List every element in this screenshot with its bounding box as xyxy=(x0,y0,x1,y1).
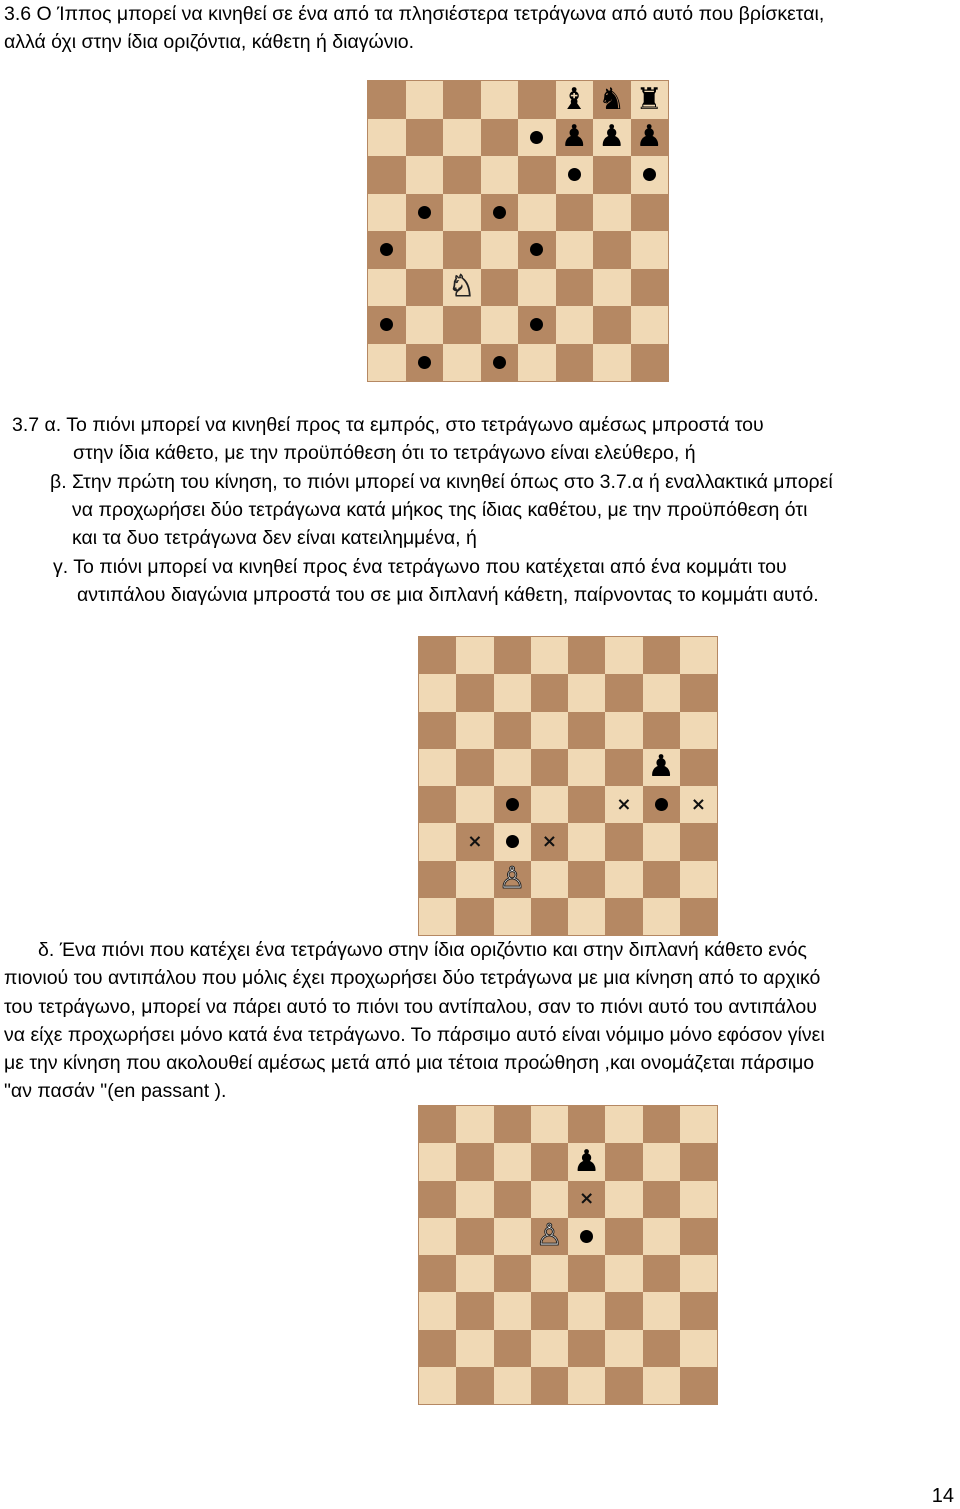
square-a8 xyxy=(419,637,456,674)
page-number: 14 xyxy=(931,1485,954,1507)
square-e6 xyxy=(568,712,605,749)
square-f3 xyxy=(605,823,642,860)
move-dot-icon xyxy=(418,206,431,219)
square-c4 xyxy=(443,231,481,269)
move-dot-icon xyxy=(530,131,543,144)
square-b1 xyxy=(456,898,493,935)
square-h4 xyxy=(680,786,717,823)
square-h4 xyxy=(680,1255,717,1292)
square-h2 xyxy=(631,306,669,344)
square-c7 xyxy=(443,119,481,157)
square-e8 xyxy=(568,1106,605,1143)
s37d-line-2: πιονιού του αντιπάλου που μόλις έχει προχωρήσει δύο τετράγωνα με μια κίνηση από το αρχικό xyxy=(4,967,821,989)
square-h3 xyxy=(631,269,669,307)
square-a2 xyxy=(368,306,406,344)
square-f4 xyxy=(605,1255,642,1292)
square-h2 xyxy=(680,1330,717,1367)
square-f7 xyxy=(605,1143,642,1180)
square-a2 xyxy=(419,861,456,898)
square-f1 xyxy=(556,344,594,382)
square-b7 xyxy=(406,119,444,157)
black-pawn-icon: ♟ xyxy=(647,749,675,785)
s37-line-4: να προχωρήσει δύο τετράγωνα κατά μήκος της ίδιας καθέτου, με την προϋπόθεση ότι xyxy=(72,499,808,521)
square-c5 xyxy=(443,194,481,232)
square-f1 xyxy=(605,898,642,935)
square-f2 xyxy=(605,861,642,898)
square-g1 xyxy=(593,344,631,382)
square-f7 xyxy=(556,119,594,157)
black-bishop-icon: ♝ xyxy=(560,81,588,117)
square-d5 xyxy=(531,749,568,786)
move-dot-icon xyxy=(493,356,506,369)
square-b4 xyxy=(406,231,444,269)
square-b4 xyxy=(456,1255,493,1292)
square-d6 xyxy=(531,1181,568,1218)
square-c1 xyxy=(443,344,481,382)
square-d2 xyxy=(531,861,568,898)
square-h5 xyxy=(631,194,669,232)
cross-mark-icon: × xyxy=(467,830,483,852)
square-d7 xyxy=(481,119,519,157)
square-e3 xyxy=(568,823,605,860)
square-f7 xyxy=(605,674,642,711)
move-dot-icon xyxy=(506,835,519,848)
square-g6 xyxy=(643,712,680,749)
square-g4 xyxy=(593,231,631,269)
square-e1 xyxy=(518,344,556,382)
square-b3 xyxy=(456,823,493,860)
square-e8 xyxy=(568,637,605,674)
square-g8 xyxy=(593,81,631,119)
square-a1 xyxy=(419,1367,456,1404)
square-h3 xyxy=(680,1292,717,1329)
square-h1 xyxy=(631,344,669,382)
square-a7 xyxy=(368,119,406,157)
move-dot-icon xyxy=(380,318,393,331)
square-d3 xyxy=(531,823,568,860)
square-h7 xyxy=(680,674,717,711)
square-g8 xyxy=(643,637,680,674)
square-h6 xyxy=(680,712,717,749)
square-h7 xyxy=(680,1143,717,1180)
square-c6 xyxy=(494,1181,531,1218)
square-c4 xyxy=(494,786,531,823)
move-dot-icon xyxy=(643,168,656,181)
square-g8 xyxy=(643,1106,680,1143)
square-f5 xyxy=(556,194,594,232)
square-g1 xyxy=(643,898,680,935)
square-c5 xyxy=(494,749,531,786)
move-dot-icon xyxy=(418,356,431,369)
square-h6 xyxy=(631,156,669,194)
cross-mark-icon: × xyxy=(579,1188,595,1210)
square-g3 xyxy=(643,823,680,860)
square-g2 xyxy=(593,306,631,344)
square-b3 xyxy=(456,1292,493,1329)
square-d8 xyxy=(531,1106,568,1143)
square-e6 xyxy=(518,156,556,194)
square-e6 xyxy=(568,1181,605,1218)
square-a3 xyxy=(419,1292,456,1329)
square-d3 xyxy=(481,269,519,307)
square-d2 xyxy=(531,1330,568,1367)
square-a4 xyxy=(419,786,456,823)
square-a5 xyxy=(419,1218,456,1255)
square-d6 xyxy=(531,712,568,749)
square-g6 xyxy=(593,156,631,194)
black-pawn-icon: ♟ xyxy=(598,119,626,155)
cross-mark-icon: × xyxy=(690,793,706,815)
square-e5 xyxy=(518,194,556,232)
cross-mark-icon: × xyxy=(541,830,557,852)
square-d4 xyxy=(531,1255,568,1292)
white-knight-icon: ♘ xyxy=(448,269,476,305)
square-b6 xyxy=(456,712,493,749)
square-a8 xyxy=(368,81,406,119)
square-a3 xyxy=(419,823,456,860)
square-a7 xyxy=(419,674,456,711)
square-g3 xyxy=(643,1292,680,1329)
square-c1 xyxy=(494,1367,531,1404)
square-c6 xyxy=(494,712,531,749)
move-dot-icon xyxy=(530,243,543,256)
square-a5 xyxy=(419,749,456,786)
square-b8 xyxy=(456,637,493,674)
cross-mark-icon: × xyxy=(616,793,632,815)
square-e7 xyxy=(568,1143,605,1180)
square-h8 xyxy=(680,637,717,674)
square-f2 xyxy=(605,1330,642,1367)
square-c8 xyxy=(443,81,481,119)
square-b5 xyxy=(406,194,444,232)
square-d5 xyxy=(531,1218,568,1255)
square-c1 xyxy=(494,898,531,935)
square-b6 xyxy=(456,1181,493,1218)
square-c5 xyxy=(494,1218,531,1255)
s36-line-2: αλλά όχι στην ίδια οριζόντια, κάθετη ή διαγώνιο. xyxy=(4,31,415,53)
square-c2 xyxy=(494,1330,531,1367)
s37d-line-4: να είχε προχωρήσει μόνο κατά ένα τετράγωνο. Το πάρσιμο αυτό είναι νόμιμο μόνο εφόσον γίνει xyxy=(4,1024,825,1046)
square-g1 xyxy=(643,1367,680,1404)
square-g2 xyxy=(643,1330,680,1367)
s37d-line-3: του τετράγωνο, μπορεί να πάρει αυτό το πιόνι του αντίπαλου, σαν το πιόνι αυτό του αντιπάλου xyxy=(4,996,817,1018)
s36-line-1: 3.6 Ο Ίππος μπορεί να κινηθεί σε ένα από τα πλησιέστερα τετράγωνα από αυτό που βρίσκεται, xyxy=(4,3,825,25)
square-b8 xyxy=(456,1106,493,1143)
square-h4 xyxy=(631,231,669,269)
square-d8 xyxy=(531,637,568,674)
square-f4 xyxy=(556,231,594,269)
square-g7 xyxy=(593,119,631,157)
chessboard-en-passant xyxy=(418,1105,718,1405)
square-a4 xyxy=(419,1255,456,1292)
square-f4 xyxy=(605,786,642,823)
square-f3 xyxy=(556,269,594,307)
square-f1 xyxy=(605,1367,642,1404)
square-g4 xyxy=(643,786,680,823)
square-d7 xyxy=(531,674,568,711)
square-g3 xyxy=(593,269,631,307)
square-g5 xyxy=(643,1218,680,1255)
square-g6 xyxy=(643,1181,680,1218)
square-a3 xyxy=(368,269,406,307)
square-b1 xyxy=(406,344,444,382)
square-c3 xyxy=(443,269,481,307)
square-e1 xyxy=(568,1367,605,1404)
square-c7 xyxy=(494,674,531,711)
square-b2 xyxy=(406,306,444,344)
square-h8 xyxy=(680,1106,717,1143)
square-a4 xyxy=(368,231,406,269)
square-e5 xyxy=(568,1218,605,1255)
square-h1 xyxy=(680,898,717,935)
square-c4 xyxy=(494,1255,531,1292)
square-h1 xyxy=(680,1367,717,1404)
square-g7 xyxy=(643,1143,680,1180)
s37-line-6: γ. Το πιόνι μπορεί να κινηθεί προς ένα τετράγωνο που κατέχεται από ένα κομμάτι του xyxy=(53,556,787,578)
square-f8 xyxy=(605,1106,642,1143)
square-g4 xyxy=(643,1255,680,1292)
square-e4 xyxy=(568,786,605,823)
square-d3 xyxy=(531,1292,568,1329)
white-pawn-icon: ♙ xyxy=(498,861,526,897)
chessboard-pawn-moves xyxy=(418,636,718,936)
square-h5 xyxy=(680,1218,717,1255)
square-h3 xyxy=(680,823,717,860)
square-b6 xyxy=(406,156,444,194)
square-a5 xyxy=(368,194,406,232)
square-h6 xyxy=(680,1181,717,1218)
move-dot-icon xyxy=(493,206,506,219)
black-rook-icon: ♜ xyxy=(635,81,663,117)
square-d7 xyxy=(531,1143,568,1180)
black-pawn-icon: ♟ xyxy=(573,1143,601,1179)
s37-line-7: αντιπάλου διαγώνια μπροστά του σε μια διπλανή κάθετη, παίρνοντας το κομμάτι αυτό. xyxy=(77,584,819,606)
square-b8 xyxy=(406,81,444,119)
square-d6 xyxy=(481,156,519,194)
square-d1 xyxy=(481,344,519,382)
s37-line-2: στην ίδια κάθετο, με την προϋπόθεση ότι το τετράγωνο είναι ελεύθερο, ή xyxy=(73,442,696,464)
square-b1 xyxy=(456,1367,493,1404)
square-e4 xyxy=(518,231,556,269)
square-a1 xyxy=(368,344,406,382)
square-g2 xyxy=(643,861,680,898)
square-a6 xyxy=(419,1181,456,1218)
square-f6 xyxy=(556,156,594,194)
square-g5 xyxy=(643,749,680,786)
square-e4 xyxy=(568,1255,605,1292)
square-e7 xyxy=(568,674,605,711)
s37d-line-5: με την κίνηση που ακολουθεί αμέσως μετά από μια τέτοια προώθηση ,και ονομάζεται πάρσιμο xyxy=(4,1052,815,1074)
square-f3 xyxy=(605,1292,642,1329)
square-c3 xyxy=(494,1292,531,1329)
square-d1 xyxy=(531,1367,568,1404)
square-a2 xyxy=(419,1330,456,1367)
square-b5 xyxy=(456,749,493,786)
chessboard-knight-moves xyxy=(367,80,669,382)
square-f5 xyxy=(605,749,642,786)
square-c6 xyxy=(443,156,481,194)
square-f8 xyxy=(605,637,642,674)
square-h5 xyxy=(680,749,717,786)
square-e1 xyxy=(568,898,605,935)
move-dot-icon xyxy=(530,318,543,331)
square-f5 xyxy=(605,1218,642,1255)
move-dot-icon xyxy=(506,798,519,811)
square-f6 xyxy=(605,712,642,749)
square-f2 xyxy=(556,306,594,344)
s37d-line-1: δ. Ένα πιόνι που κατέχει ένα τετράγωνο στην ίδια οριζόντιο και στην διπλανή κάθετο ενός xyxy=(38,939,807,961)
square-g7 xyxy=(643,674,680,711)
square-e3 xyxy=(518,269,556,307)
black-knight-icon: ♞ xyxy=(598,81,626,117)
square-b7 xyxy=(456,1143,493,1180)
square-a1 xyxy=(419,898,456,935)
square-a6 xyxy=(419,712,456,749)
square-d2 xyxy=(481,306,519,344)
square-c8 xyxy=(494,1106,531,1143)
square-c8 xyxy=(494,637,531,674)
square-a7 xyxy=(419,1143,456,1180)
move-dot-icon xyxy=(580,1230,593,1243)
square-b2 xyxy=(456,861,493,898)
s37-line-5: και τα δυο τετράγωνα δεν είναι κατειλημμένα, ή xyxy=(72,527,477,549)
s37-line-1: 3.7 α. Το πιόνι μπορεί να κινηθεί προς τα εμπρός, στο τετράγωνο αμέσως μπροστά του xyxy=(12,414,764,436)
move-dot-icon xyxy=(655,798,668,811)
square-e5 xyxy=(568,749,605,786)
square-f8 xyxy=(556,81,594,119)
square-d1 xyxy=(531,898,568,935)
square-h7 xyxy=(631,119,669,157)
square-b7 xyxy=(456,674,493,711)
square-b2 xyxy=(456,1330,493,1367)
move-dot-icon xyxy=(568,168,581,181)
square-b4 xyxy=(456,786,493,823)
s37d-line-6: "αν πασάν "(en passant ). xyxy=(4,1080,227,1102)
square-c3 xyxy=(494,823,531,860)
square-c2 xyxy=(443,306,481,344)
square-a8 xyxy=(419,1106,456,1143)
square-e7 xyxy=(518,119,556,157)
white-pawn-icon: ♙ xyxy=(535,1218,563,1254)
black-pawn-icon: ♟ xyxy=(560,119,588,155)
square-e2 xyxy=(568,1330,605,1367)
square-b3 xyxy=(406,269,444,307)
square-e8 xyxy=(518,81,556,119)
square-e2 xyxy=(518,306,556,344)
square-c7 xyxy=(494,1143,531,1180)
square-e3 xyxy=(568,1292,605,1329)
square-h8 xyxy=(631,81,669,119)
square-h2 xyxy=(680,861,717,898)
square-f6 xyxy=(605,1181,642,1218)
square-d4 xyxy=(531,786,568,823)
square-g5 xyxy=(593,194,631,232)
square-b5 xyxy=(456,1218,493,1255)
move-dot-icon xyxy=(380,243,393,256)
square-c2 xyxy=(494,861,531,898)
square-d5 xyxy=(481,194,519,232)
square-e2 xyxy=(568,861,605,898)
s37-line-3: β. Στην πρώτη του κίνηση, το πιόνι μπορεί να κινηθεί όπως στο 3.7.α ή εναλλακτικά μπορεί xyxy=(50,471,833,493)
square-d4 xyxy=(481,231,519,269)
black-pawn-icon: ♟ xyxy=(635,119,663,155)
square-a6 xyxy=(368,156,406,194)
square-d8 xyxy=(481,81,519,119)
